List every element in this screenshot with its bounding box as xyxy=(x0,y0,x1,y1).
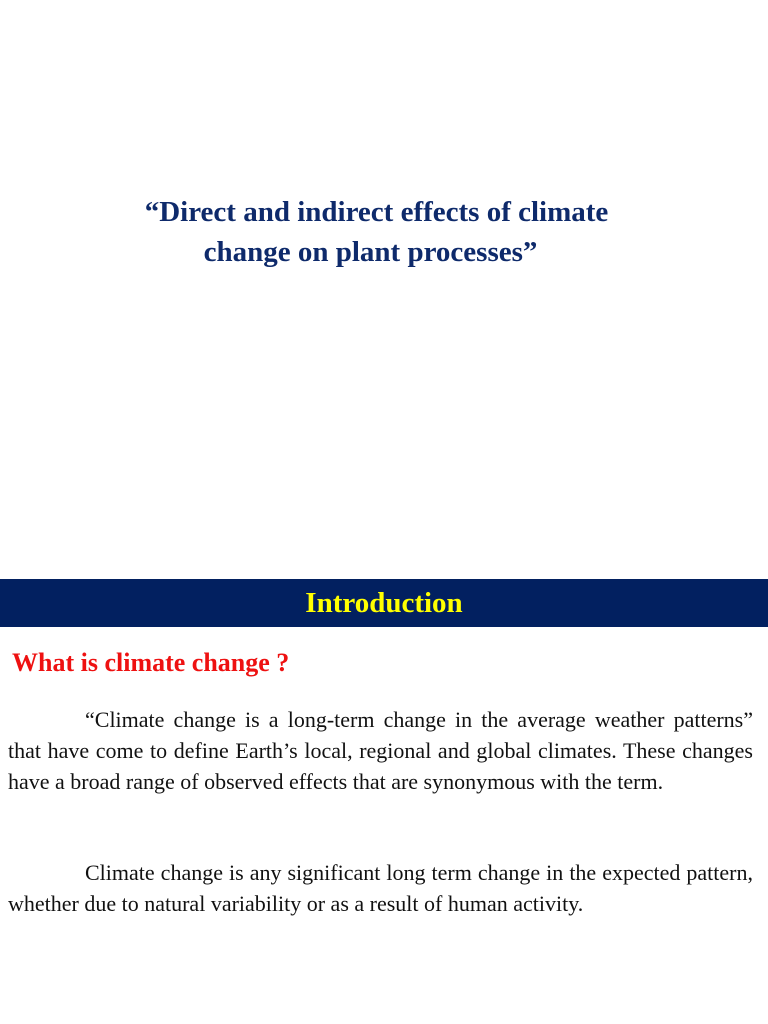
title-line-1: “Direct and indirect effects of climate xyxy=(144,196,609,228)
document-title xyxy=(0,192,768,272)
paragraph-definition: “Climate change is a long-term change in the average weather patterns” that have come to define Earth’s local, regional and global climates. These changes have a broad range of observed effects that are synonymous with the term. xyxy=(8,707,753,794)
title-line-2: change on plant processes” xyxy=(203,236,538,268)
section-heading: Introduction xyxy=(305,587,463,619)
section-header-bar xyxy=(0,579,768,627)
question-heading: What is climate change ? xyxy=(12,648,290,677)
paragraph-significance: Climate change is any significant long term change in the expected pattern, whether due to natural variability or as a result of human activity. xyxy=(8,860,753,916)
